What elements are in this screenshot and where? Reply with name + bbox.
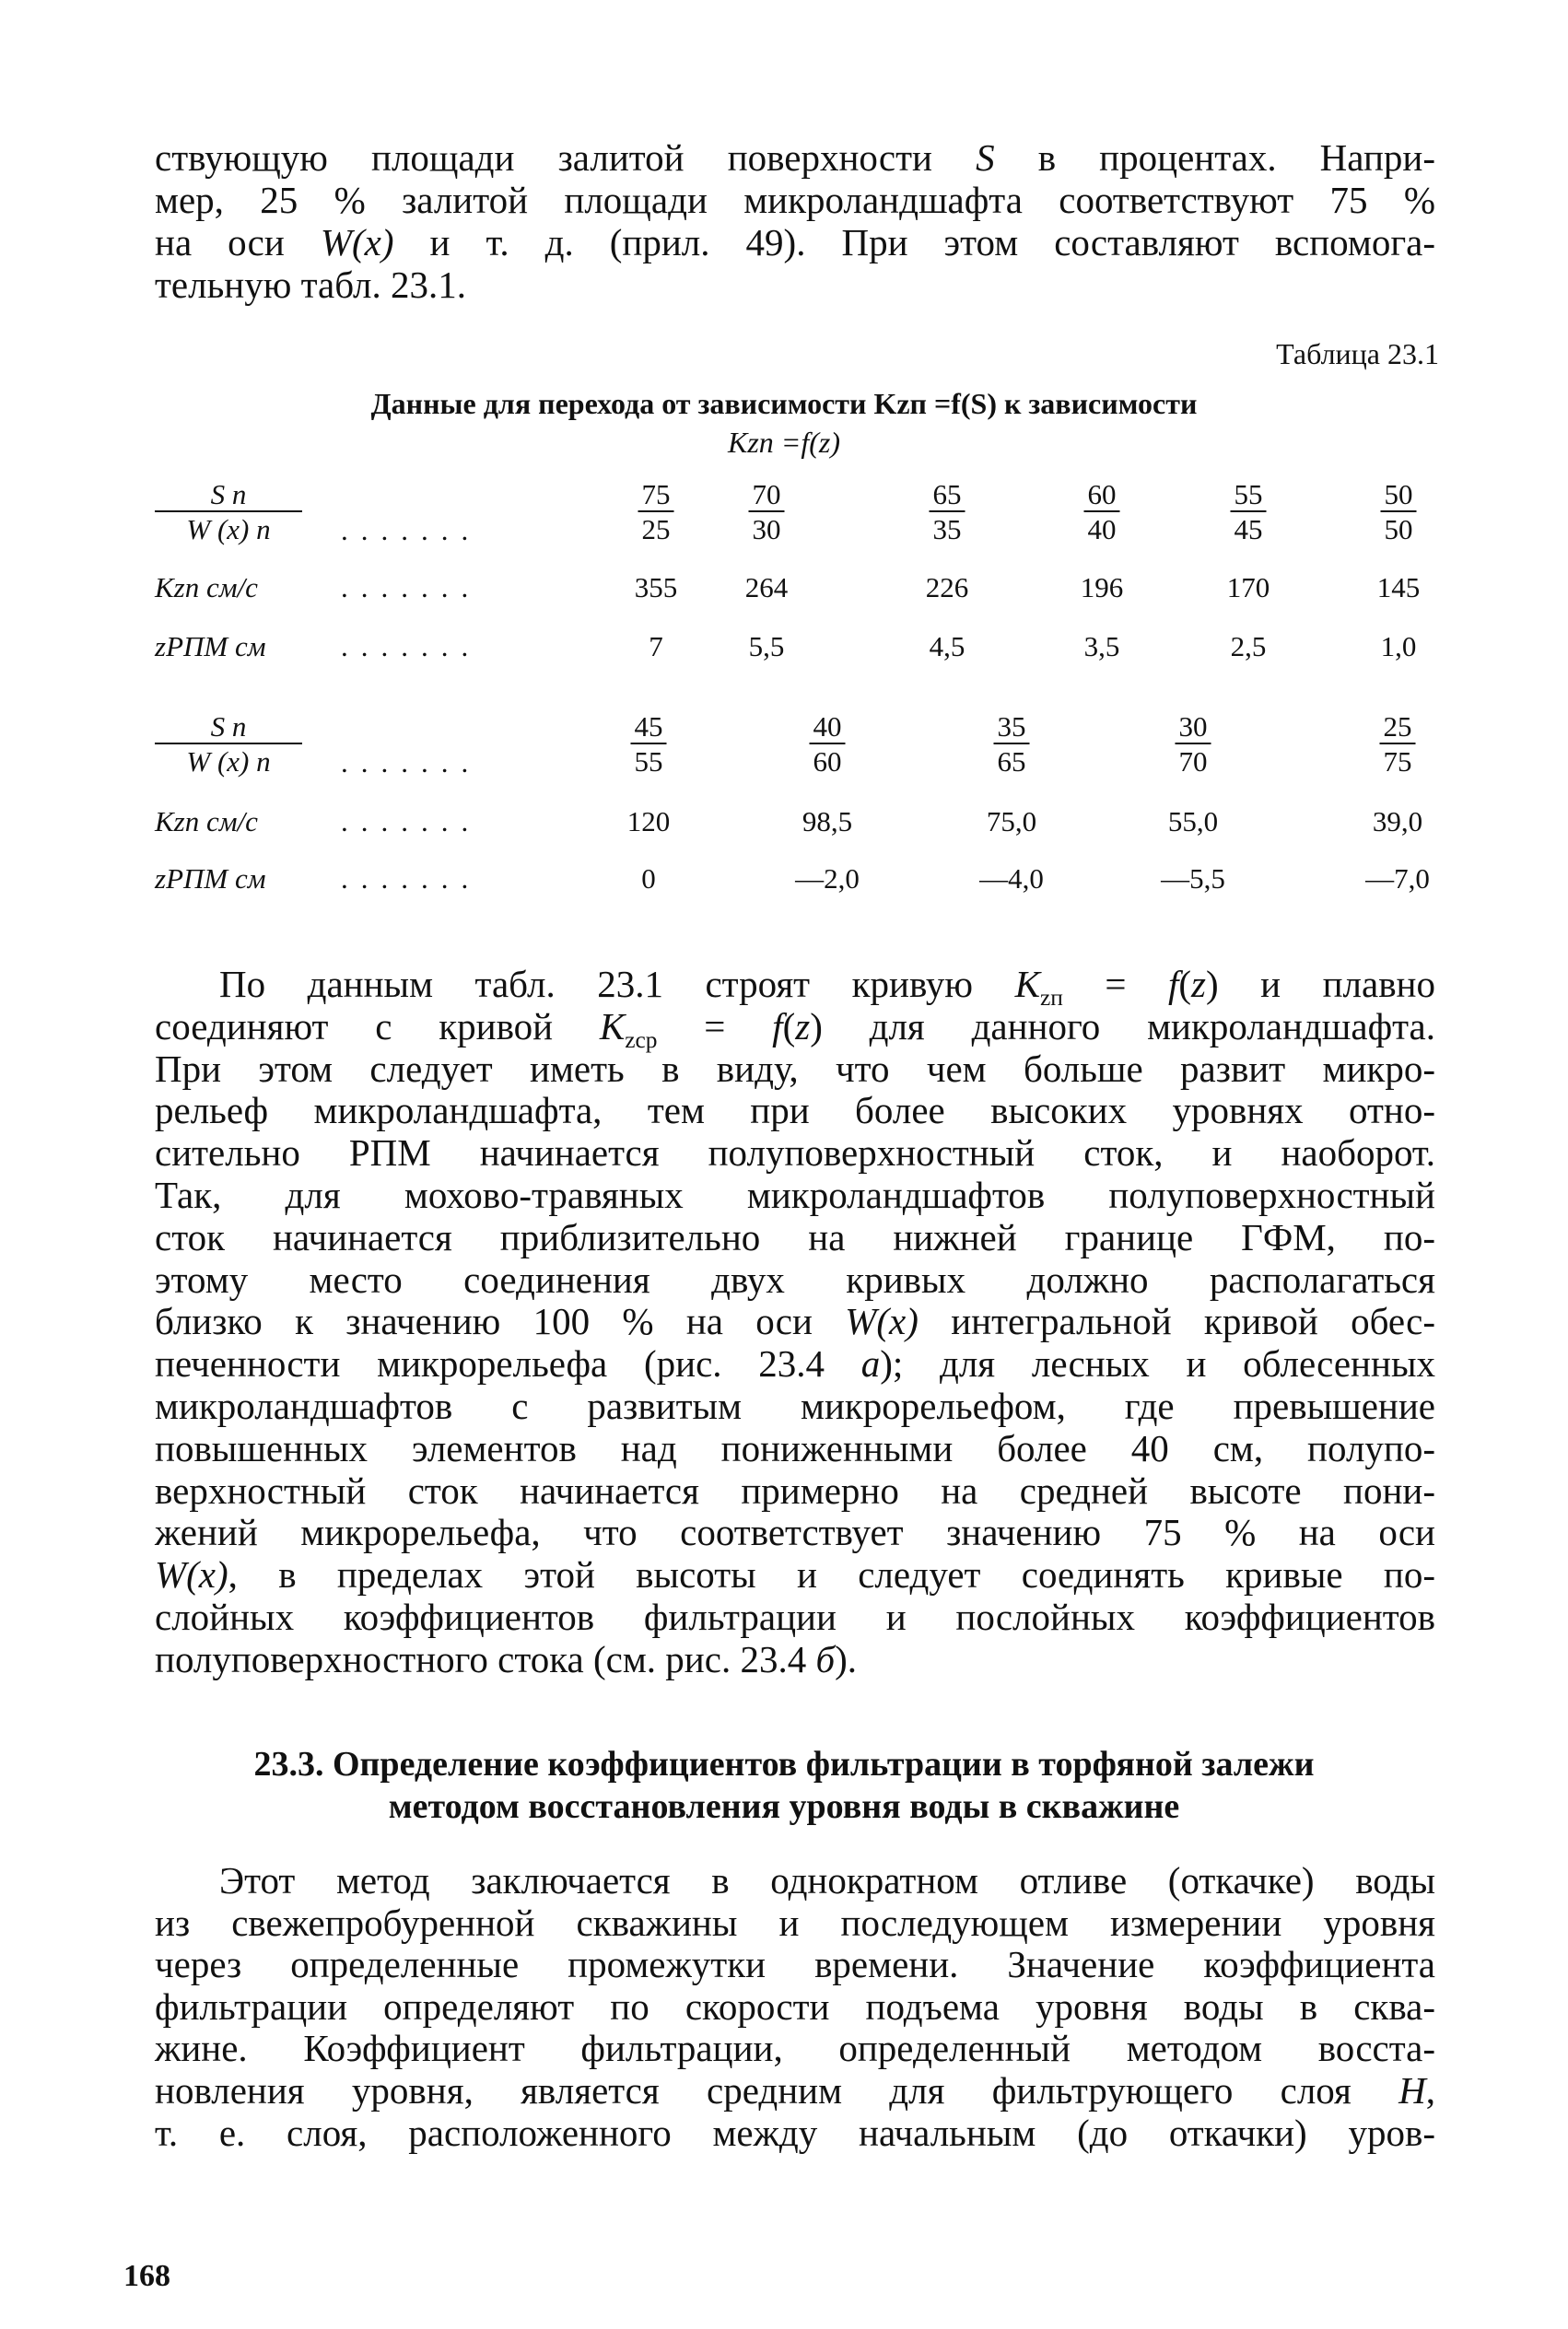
text-segment: рельеф микроландшафта, тем при более высоких уровнях отно-	[155, 1089, 1435, 1132]
leader-dots: .......	[341, 805, 482, 837]
numerator-s: 35	[994, 711, 1030, 744]
text-line	[155, 1131, 1435, 1174]
table-cell: 196	[1080, 571, 1124, 603]
math-symbol: z	[1191, 963, 1206, 1005]
text-line	[155, 1216, 1435, 1258]
section-heading: методом восстановления уровня воды в скважине	[388, 1787, 1180, 1826]
text-line	[155, 221, 1435, 263]
text-segment: близко к значению 100 % на оси	[155, 1300, 846, 1343]
table-cell: 1,0	[1380, 630, 1417, 662]
text-line	[155, 1638, 1435, 1680]
text-segment: сительно РПМ начинается полуповерхностный сток, и наоборот.	[155, 1131, 1435, 1175]
math-subscript: zср	[625, 1026, 658, 1053]
text-line	[155, 1385, 1435, 1427]
text-line	[155, 1943, 1435, 1985]
numerator-s: 40	[810, 711, 846, 744]
table-cell: 2,5	[1230, 630, 1267, 662]
text-line	[155, 1596, 1435, 1638]
text-line	[155, 1469, 1435, 1512]
table-title-formula: Kzп =f(z)	[727, 426, 841, 459]
row-label-fraction	[155, 479, 302, 547]
text-line	[155, 2027, 1435, 2069]
math-symbol: K	[1014, 963, 1040, 1005]
table-cell: 0	[641, 862, 656, 895]
math-symbol: f	[1167, 963, 1179, 1005]
section-heading: 23.3. Определение коэффициентов фильтрации в торфяной залежи	[253, 1745, 1315, 1784]
row-label-numerator: S п	[155, 711, 302, 744]
numerator-s: 45	[631, 711, 667, 744]
table-cell: 3,5	[1083, 630, 1120, 662]
text-segment: ) для данного микроландшафта.	[810, 1004, 1435, 1047]
text-segment: и т. д. (прил. 49). При этом составляют вспомога-	[393, 221, 1435, 263]
text-segment: повышенных элементов над пониженными более 40 см, полупо-	[155, 1426, 1435, 1469]
table-fraction-cell	[994, 711, 1030, 779]
numerator-s: 55	[1231, 479, 1267, 512]
text-line	[155, 1859, 1435, 1902]
table-fraction-cell	[631, 711, 667, 779]
table-cell: 98,5	[802, 805, 853, 837]
table-title: Данные для перехода от зависимости Kzп =f(S) к зависимости	[370, 387, 1198, 420]
text-line	[155, 1553, 1435, 1596]
text-segment: тельную табл. 23.1.	[155, 263, 467, 306]
table-cell: 5,5	[748, 630, 785, 662]
denominator-w: 70	[1178, 745, 1208, 778]
text-segment: =	[657, 1004, 773, 1047]
text-line	[155, 1300, 1435, 1342]
numerator-s: 75	[638, 479, 674, 512]
row-label-numerator: S п	[155, 479, 302, 512]
table-caption: Таблица 23.1	[1276, 337, 1439, 370]
text-segment: фильтрации определяют по скорости подъема уровня воды в сква-	[155, 1984, 1435, 2028]
table-cell: 226	[925, 571, 969, 603]
text-segment: сток начинается приблизительно на нижней границе ГФМ, по-	[155, 1215, 1435, 1258]
denominator-w: 45	[1234, 513, 1263, 545]
row-label-denominator: W (x) п	[186, 745, 271, 778]
math-symbol: б	[815, 1637, 836, 1680]
table-fraction-cell	[638, 479, 674, 547]
table-cell: —5,5	[1161, 862, 1225, 895]
math-subscript: zп	[1039, 984, 1063, 1011]
denominator-w: 30	[752, 513, 781, 545]
text-segment: ); для лесных и облесенных	[880, 1342, 1435, 1386]
page-number: 168	[123, 2259, 170, 2293]
table-cell: 145	[1376, 571, 1421, 603]
text-segment: ,	[1425, 2069, 1435, 2112]
row-label-fraction	[155, 711, 302, 779]
text-segment: полуповерхностного стока (см. рис. 23.4	[155, 1637, 816, 1680]
numerator-s: 60	[1084, 479, 1120, 512]
leader-dots: .......	[341, 746, 482, 778]
leader-dots: .......	[341, 571, 482, 603]
table-cell: —2,0	[795, 862, 860, 895]
text-segment: жине. Коэффициент фильтрации, определенный методом восста-	[155, 2027, 1435, 2070]
math-symbol: K	[599, 1004, 626, 1047]
numerator-s: 25	[1380, 711, 1416, 744]
math-symbol: H	[1398, 2069, 1426, 2112]
text-segment: верхностный сток начинается примерно на средней высоте пони-	[155, 1469, 1435, 1512]
math-symbol: S	[976, 136, 995, 179]
table-fraction-cell	[1231, 479, 1267, 547]
leader-dots: .......	[341, 514, 482, 546]
text-segment: через определенные промежутки времени. Значение коэффициента	[155, 1943, 1435, 1986]
leader-dots: .......	[341, 862, 482, 895]
text-line	[155, 1258, 1435, 1301]
text-segment: т. е. слоя, расположенного между начальным (до откачки) уров-	[155, 2111, 1435, 2154]
text-segment: слойных коэффициентов фильтрации и послойных коэффициентов	[155, 1596, 1435, 1638]
text-segment: новления уровня, является средним для фильтрующего слоя	[155, 2069, 1399, 2112]
table-cell: 4,5	[929, 630, 965, 662]
text-segment: микроландшафтов с развитым микрорельефом, где превышение	[155, 1385, 1435, 1427]
denominator-w: 65	[997, 745, 1026, 778]
text-segment: Так, для мохово-травяных микроландшафтов полуповерхностный	[155, 1174, 1435, 1216]
text-segment: из свежепробуренной скважины и последующем измерении уровня	[155, 1901, 1435, 1944]
text-line	[155, 1089, 1435, 1131]
text-segment: на оси	[155, 221, 321, 263]
text-segment: , в пределах этой высоты и следует соединять кривые по-	[228, 1553, 1435, 1597]
text-line	[155, 179, 1435, 221]
text-line	[155, 1427, 1435, 1469]
text-segment: При этом следует иметь в виду, что чем больше развит микро-	[155, 1047, 1435, 1090]
text-segment: этому место соединения двух кривых должно располагаться	[155, 1258, 1435, 1301]
denominator-w: 55	[634, 745, 663, 778]
denominator-w: 35	[932, 513, 962, 545]
numerator-s: 65	[930, 479, 965, 512]
text-segment: в процентах. Напри-	[994, 136, 1435, 179]
row-label: Kzп см/с	[155, 805, 258, 837]
denominator-w: 60	[813, 745, 842, 778]
table-cell: 170	[1226, 571, 1270, 603]
table-cell: 355	[634, 571, 678, 603]
table-cell: —7,0	[1365, 862, 1430, 895]
denominator-w: 40	[1087, 513, 1117, 545]
table-fraction-cell	[1084, 479, 1120, 547]
table-cell: 39,0	[1372, 805, 1423, 837]
math-symbol: W(x)	[845, 1300, 919, 1343]
numerator-s: 30	[1176, 711, 1211, 744]
text-segment: ) и плавно	[1205, 963, 1435, 1005]
text-segment: ).	[835, 1637, 857, 1680]
text-line	[155, 2069, 1435, 2112]
text-line	[155, 1342, 1435, 1385]
text-line	[155, 1985, 1435, 2028]
text-segment: (	[782, 1004, 796, 1047]
text-line	[155, 1902, 1435, 1944]
table-fraction-cell	[1176, 711, 1211, 779]
table-fraction-cell	[930, 479, 965, 547]
text-line	[155, 136, 1435, 179]
table-fraction-cell	[1380, 711, 1416, 779]
table-fraction-cell	[1381, 479, 1417, 547]
text-line	[155, 1047, 1435, 1090]
text-segment: Этот метод заключается в однократном отливе (откачке) воды	[219, 1859, 1435, 1902]
text-segment: =	[1062, 963, 1168, 1005]
table-cell: —4,0	[979, 862, 1044, 895]
table-cell: 55,0	[1167, 805, 1219, 837]
row-label: zРПМ см	[155, 630, 266, 662]
text-segment: интегральной кривой обес-	[918, 1300, 1435, 1343]
text-line	[155, 2112, 1435, 2154]
text-segment: жений микрорельефа, что соответствует значению 75 % на оси	[155, 1511, 1435, 1554]
denominator-w: 75	[1383, 745, 1412, 778]
text-line	[155, 263, 1435, 306]
math-symbol: W(x)	[320, 221, 394, 263]
math-symbol: W(x)	[155, 1553, 228, 1597]
text-line	[155, 1174, 1435, 1216]
table-cell: 120	[626, 805, 671, 837]
row-label: Kzп см/с	[155, 571, 258, 603]
math-symbol: f	[772, 1004, 783, 1047]
text-segment: (	[1178, 963, 1192, 1005]
table-cell: 75,0	[986, 805, 1037, 837]
denominator-w: 25	[641, 513, 671, 545]
denominator-w: 50	[1384, 513, 1413, 545]
text-line	[155, 1511, 1435, 1553]
table-fraction-cell	[810, 711, 846, 779]
numerator-s: 50	[1381, 479, 1417, 512]
text-segment: печенности микрорельефа (рис. 23.4	[155, 1342, 861, 1386]
row-label: zРПМ см	[155, 862, 266, 895]
table-fraction-cell	[749, 479, 785, 547]
math-symbol: z	[795, 1004, 811, 1047]
row-label-denominator: W (x) п	[186, 513, 271, 545]
table-cell: 7	[649, 630, 663, 662]
text-segment: соединяют с кривой	[155, 1004, 600, 1047]
text-segment: По данным табл. 23.1 строят кривую	[219, 963, 1015, 1005]
numerator-s: 70	[749, 479, 785, 512]
leader-dots: .......	[341, 630, 482, 662]
text-segment: мер, 25 % залитой площади микроландшафта соответствуют 75 %	[155, 179, 1435, 221]
text-segment: ствующую площади залитой поверхности	[155, 136, 977, 179]
math-symbol: а	[860, 1342, 881, 1386]
table-cell: 264	[744, 571, 789, 603]
